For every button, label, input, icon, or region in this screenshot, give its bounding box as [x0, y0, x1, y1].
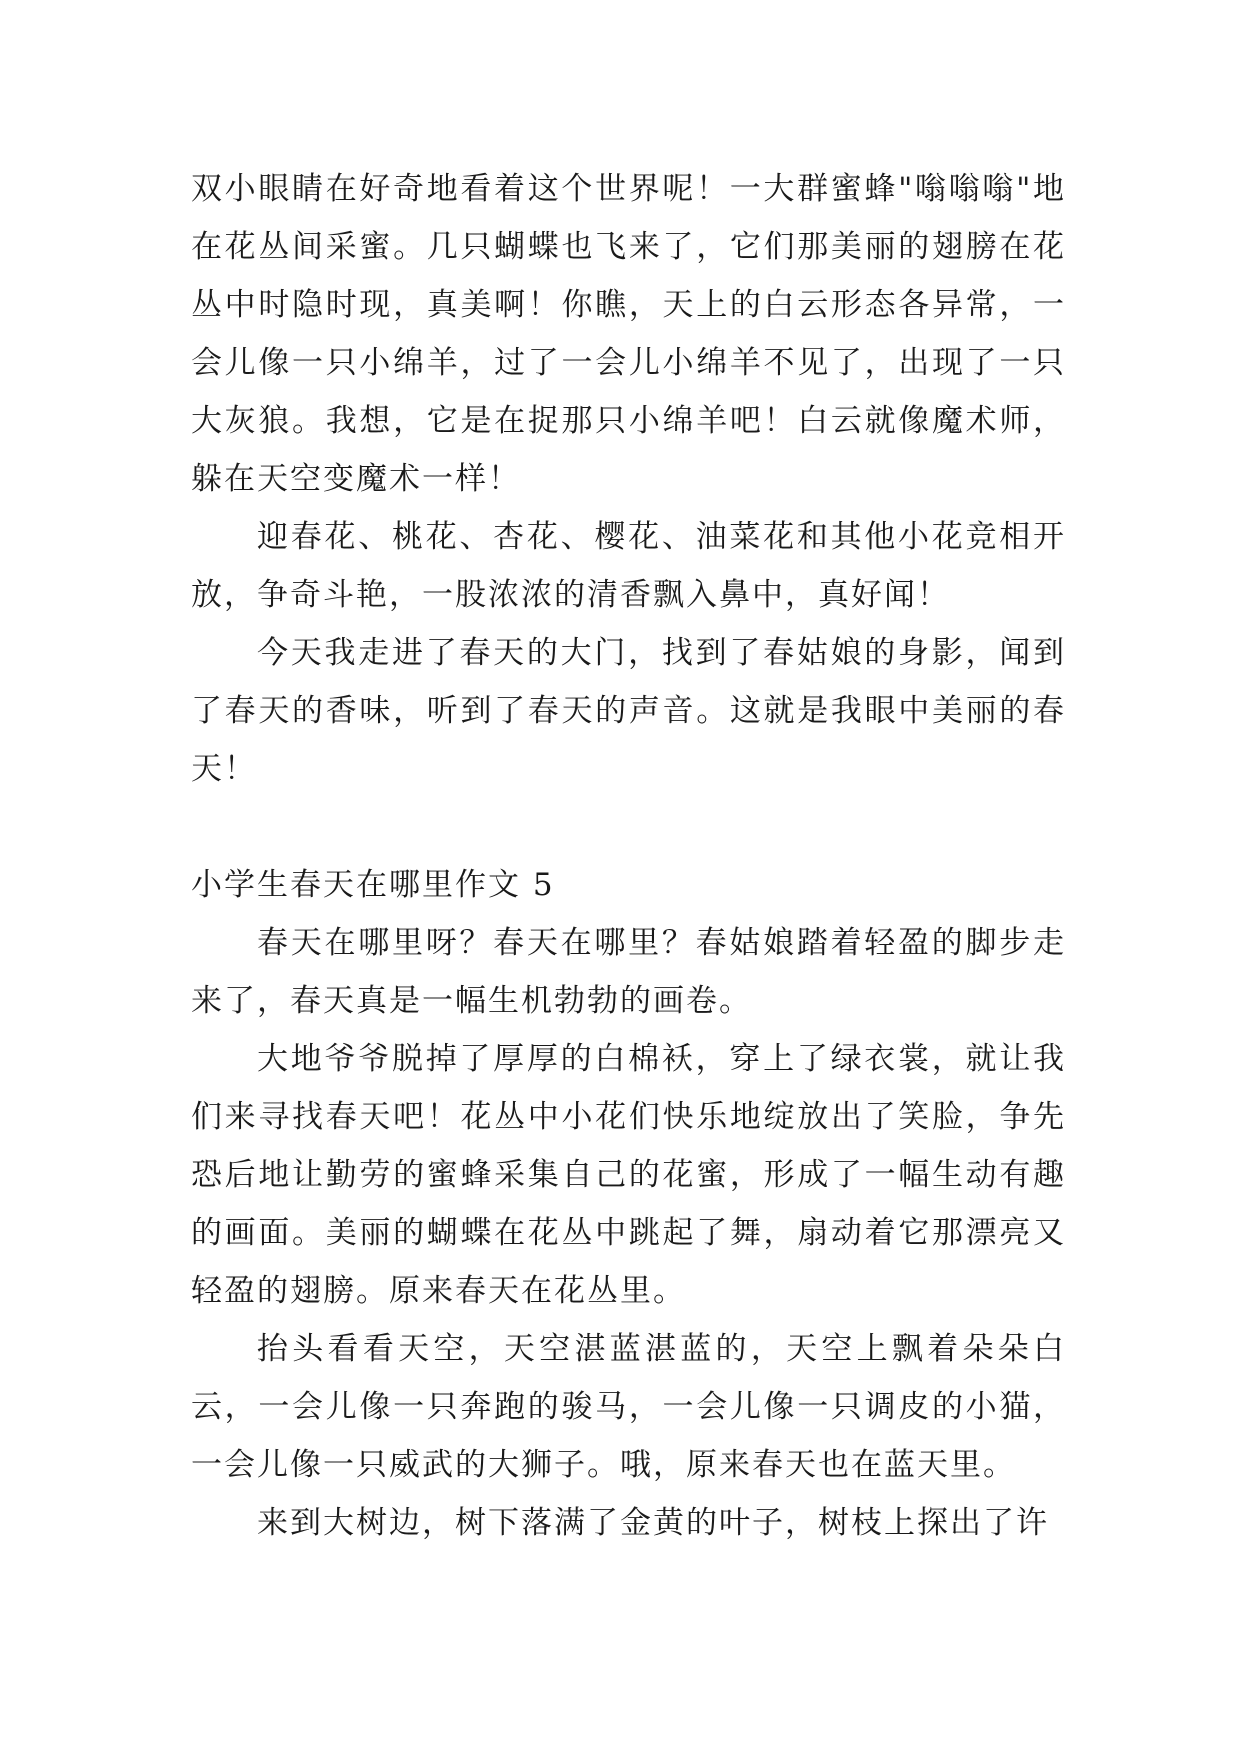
section-spacer [191, 798, 1066, 856]
paragraph-tree: 来到大树边，树下落满了金黄的叶子，树枝上探出了许 [257, 1505, 1049, 1541]
section-title: 小学生春天在哪里作文 5 [191, 867, 555, 903]
paragraph-intro: 春天在哪里呀？春天在哪里？春姑娘踏着轻盈的脚步走来了，春天真是一幅生机勃勃的画卷。 [191, 925, 1066, 1019]
paragraph-sky: 抬头看看天空，天空湛蓝湛蓝的，天空上飘着朵朵白云，一会儿像一只奔跑的骏马，一会儿像一只调皮的小猫，一会儿像一只威武的大狮子。哦，原来春天也在蓝天里。 [191, 1331, 1066, 1483]
paragraph-continued: 双小眼睛在好奇地看着这个世界呢！一大群蜜蜂"嗡嗡嗡"地在花丛间采蜜。几只蝴蝶也飞来了，它们那美丽的翅膀在花丛中时隐时现，真美啊！你瞧，天上的白云形态各异常，一会儿像一只小绵羊，过了一会儿小绵羊不见了，出现了一只大灰狼。我想，它是在捉那只小绵羊吧！白云就像魔术师，躲在天空变魔术一样！ [191, 171, 1066, 497]
paragraph-garden: 大地爷爷脱掉了厚厚的白棉袄，穿上了绿衣裳，就让我们来寻找春天吧！花丛中小花们快乐地绽放出了笑脸，争先恐后地让勤劳的蜜蜂采集自己的花蜜，形成了一幅生动有趣的画面。美丽的蝴蝶在花丛中跳起了舞，扇动着它那漂亮又轻盈的翅膀。原来春天在花丛里。 [191, 1041, 1066, 1309]
document-body [191, 160, 1066, 1552]
paragraph-conclusion: 今天我走进了春天的大门，找到了春姑娘的身影，闻到了春天的香味，听到了春天的声音。这就是我眼中美丽的春天！ [191, 635, 1066, 787]
paragraph-flowers: 迎春花、桃花、杏花、樱花、油菜花和其他小花竞相开放，争奇斗艳，一股浓浓的清香飘入鼻中，真好闻！ [191, 519, 1066, 613]
